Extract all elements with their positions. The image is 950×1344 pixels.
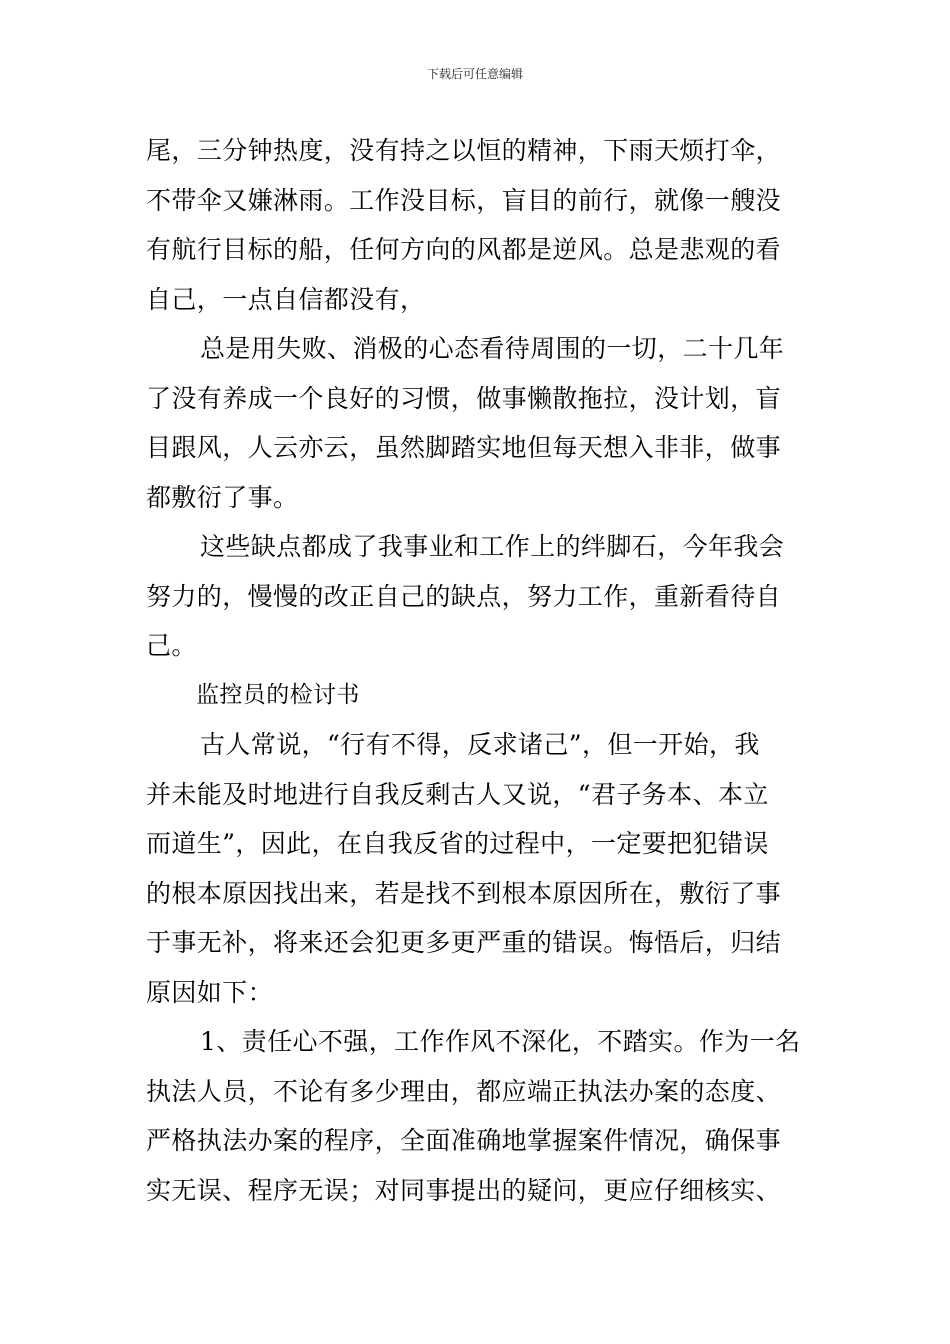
text-line: 的根本原因找出来，若是找不到根本原因所在，敷衍了事 xyxy=(146,878,782,908)
text-line: 原因如下： xyxy=(146,977,274,1007)
paragraph-first-line: 这些缺点都成了我事业和工作上的绊脚石，今年我会 xyxy=(200,532,785,561)
text-line: 不带伞又嫌淋雨。工作没目标，盲目的前行，就像一艘没 xyxy=(146,185,782,215)
text-line: 实无误、程序无误；对同事提出的疑问，更应仔细核实、 xyxy=(146,1175,782,1205)
text-line: 并未能及时地进行自我反剩古人又说，“君子务本、本立 xyxy=(146,779,769,809)
text-line: 而道生”，因此，在自我反省的过程中，一定要把犯错误 xyxy=(146,829,769,858)
text-line: 自己，一点自信都没有， xyxy=(146,284,426,314)
document-body xyxy=(146,126,808,1215)
paragraph-first-line: 1、责任心不强，工作作风不深化，不踏实。作为一名 xyxy=(200,1027,801,1056)
text-line: 严格执法办案的程序，全面准确地掌握案件情况，确保事 xyxy=(146,1126,782,1155)
text-line: 尾，三分钟热度，没有持之以恒的精神，下雨天烦打伞， xyxy=(146,136,782,165)
text-line: 了没有养成一个良好的习惯，做事懒散拖拉，没计划，盲 xyxy=(146,383,782,413)
section-heading: 监控员的检讨书 xyxy=(196,681,360,708)
paragraph-first-line: 总是用失败、消极的心态看待周围的一切，二十几年 xyxy=(200,334,785,363)
paragraph-first-line: 古人常说，“行有不得，反求诸己”，但一开始，我 xyxy=(200,730,760,759)
page-header: 下载后可任意编辑 xyxy=(426,67,523,81)
text-line: 执法人员，不论有多少理由，都应端正执法办案的态度、 xyxy=(146,1076,782,1106)
text-line: 己。 xyxy=(146,631,197,660)
text-line: 于事无补，将来还会犯更多更严重的错误。悔悟后，归结 xyxy=(146,928,782,957)
text-line: 都敷衍了事。 xyxy=(146,482,299,512)
text-line: 目跟风，人云亦云，虽然脚踏实地但每天想入非非，做事 xyxy=(146,433,782,462)
text-line: 有航行目标的船，任何方向的风都是逆风。总是悲观的看 xyxy=(146,235,782,264)
text-line: 努力的，慢慢的改正自己的缺点，努力工作，重新看待自 xyxy=(146,581,782,611)
